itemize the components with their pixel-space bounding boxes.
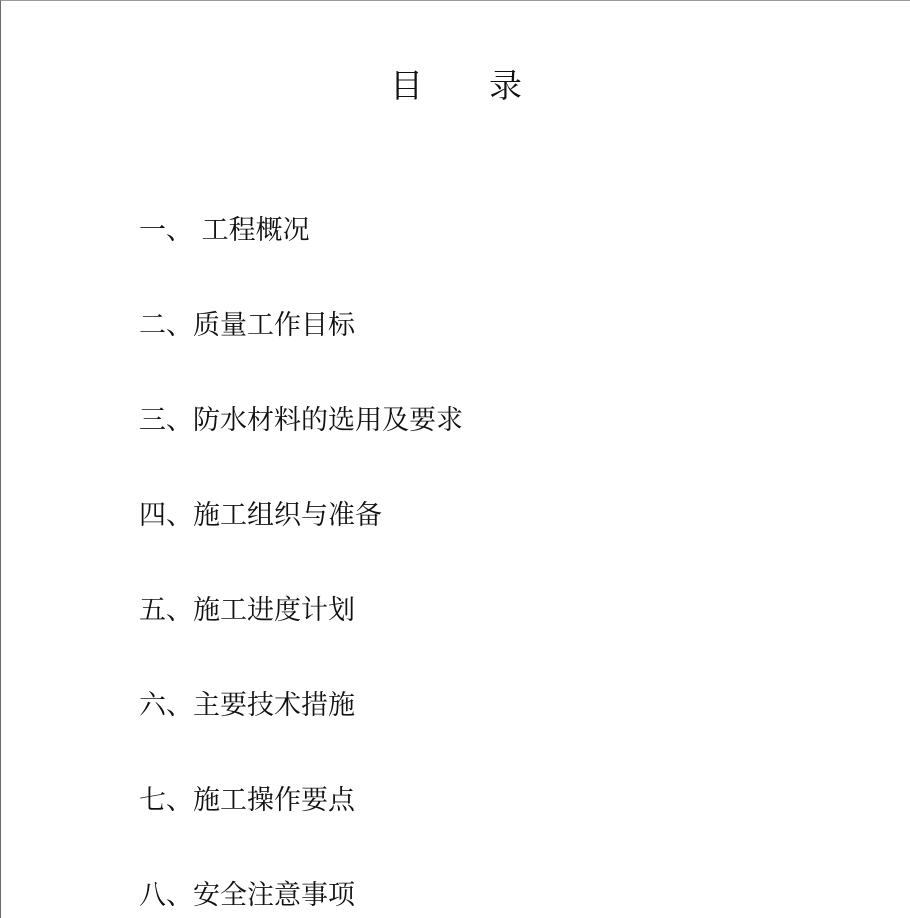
toc-item-6: 六、主要技术措施 bbox=[139, 690, 355, 721]
page-title: 目 录 bbox=[390, 66, 522, 105]
toc-item-8: 八、安全注意事项 bbox=[139, 880, 355, 911]
toc-item-2: 二、质量工作目标 bbox=[139, 310, 355, 341]
toc-item-5: 五、施工进度计划 bbox=[139, 595, 355, 626]
toc-item-1: 一、 工程概况 bbox=[139, 215, 310, 246]
table-of-contents bbox=[139, 211, 463, 918]
toc-item-3: 三、防水材料的选用及要求 bbox=[139, 405, 463, 436]
toc-item-4: 四、施工组织与准备 bbox=[139, 500, 382, 531]
toc-item-7: 七、施工操作要点 bbox=[139, 785, 355, 816]
